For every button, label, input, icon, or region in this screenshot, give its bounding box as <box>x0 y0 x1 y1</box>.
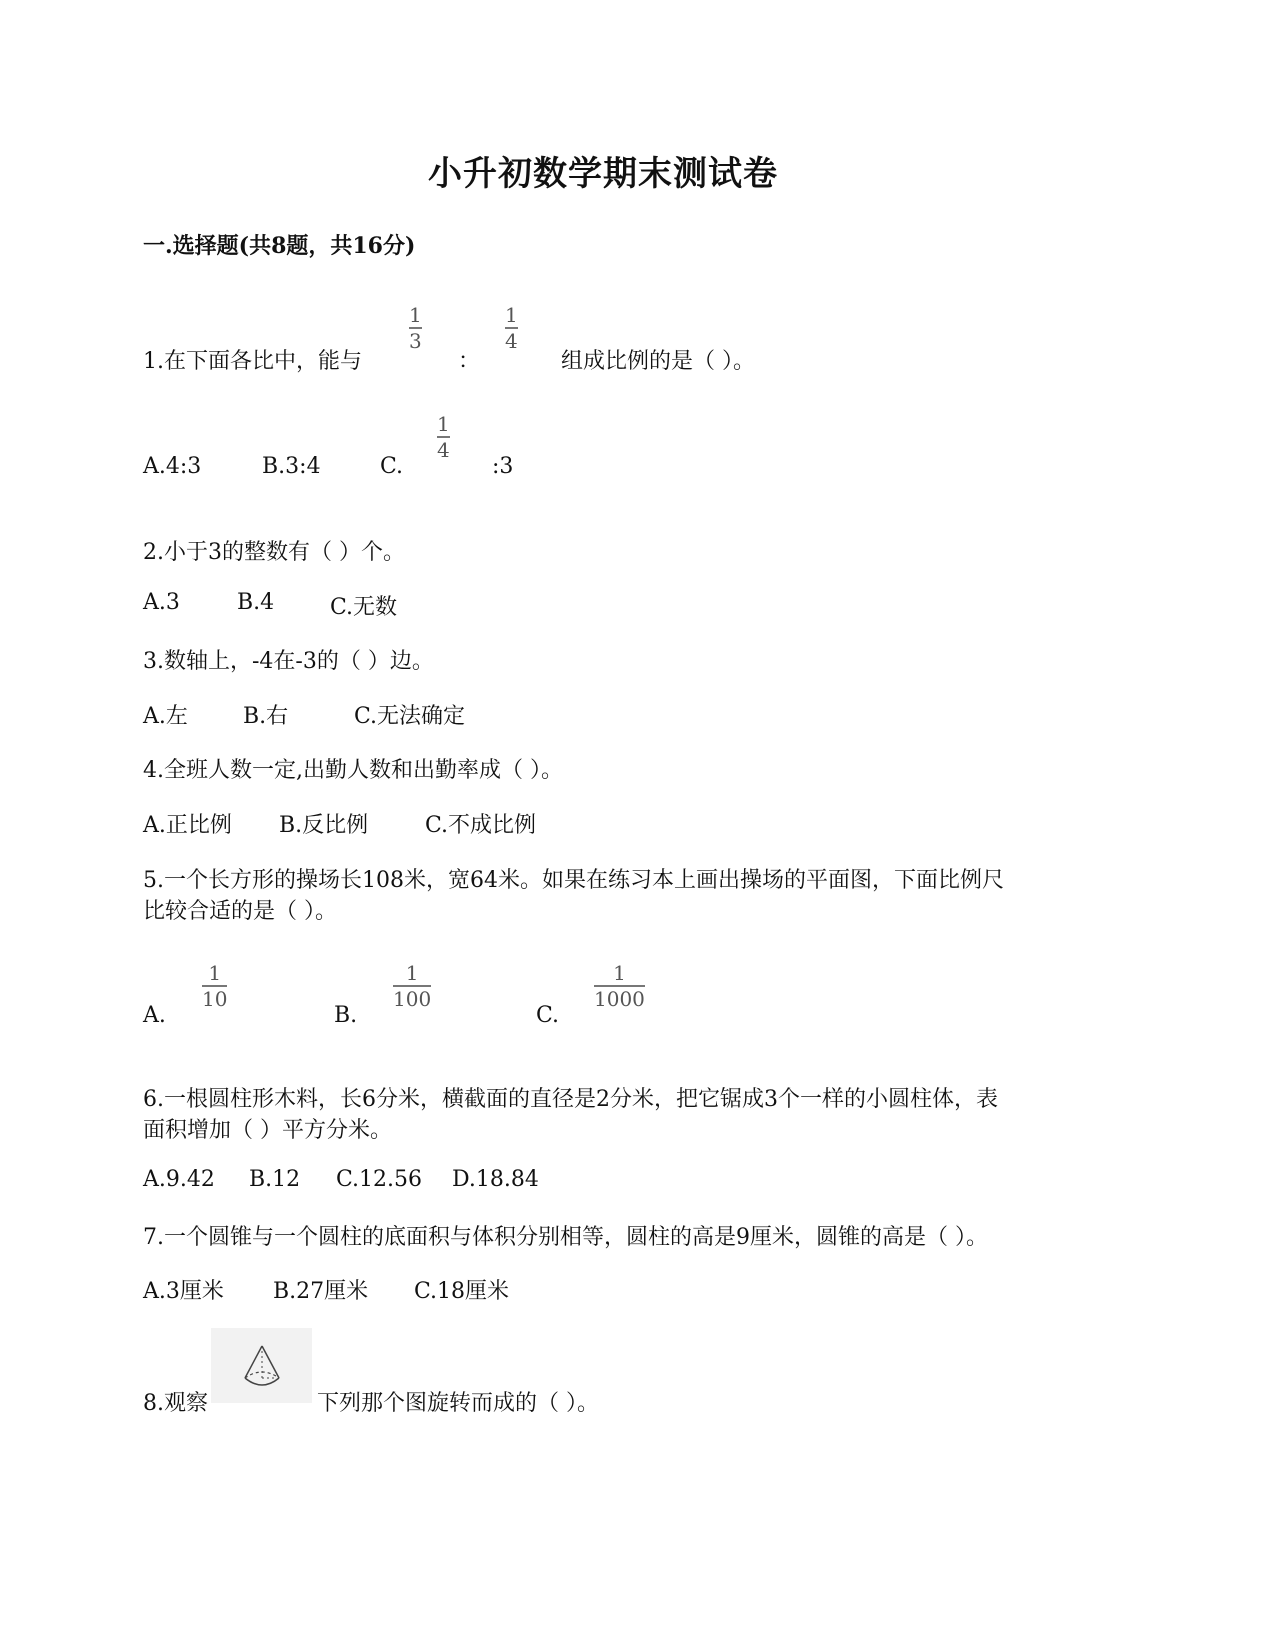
q1-fraction-one-third <box>409 304 422 352</box>
q1-option-c-prefix: C. <box>380 454 404 479</box>
fraction-denominator: 4 <box>437 437 450 462</box>
q1-fraction-one-fourth <box>505 304 518 352</box>
q5-option-c: C. <box>536 1003 560 1028</box>
q1-option-a: A.4:3 <box>143 454 202 479</box>
q6-stem-line-1: 6.一根圆柱形木料，长6分米，横截面的直径是2分米，把它锯成3个一样的小圆柱体，表 <box>143 1087 998 1112</box>
q4-stem: 4.全班人数一定,出勤人数和出勤率成（ ）。 <box>143 758 563 783</box>
q1-option-b: B.3:4 <box>262 454 321 479</box>
q6-option-d: D.18.84 <box>452 1167 539 1192</box>
q1-colon: ： <box>458 349 481 374</box>
q1-stem-end: 组成比例的是（ ）。 <box>561 349 755 374</box>
q4-option-b: B.反比例 <box>279 813 369 838</box>
q1-option-c-fraction <box>437 413 450 461</box>
q2-option-a: A.3 <box>143 590 180 615</box>
q8-stem-end: 下列那个图旋转而成的（ ）。 <box>317 1391 599 1416</box>
q7-option-b: B.27厘米 <box>273 1279 369 1304</box>
q7-option-c: C.18厘米 <box>414 1279 510 1304</box>
q6-option-a: A.9.42 <box>143 1167 215 1192</box>
q7-option-a: A.3厘米 <box>143 1279 224 1304</box>
q4-option-c: C.不成比例 <box>425 813 537 838</box>
fraction-numerator: 1 <box>613 961 626 985</box>
fraction-numerator: 1 <box>505 303 518 327</box>
q3-stem: 3.数轴上，-4在-3的（ ）边。 <box>143 649 434 674</box>
q2-option-c: C.无数 <box>330 595 398 620</box>
page-title: 小升初数学期末测试卷 <box>428 154 778 194</box>
cone-icon <box>232 1336 292 1396</box>
fraction-numerator: 1 <box>208 961 222 985</box>
q1-option-c-suffix: :3 <box>492 454 514 479</box>
fraction-numerator: 1 <box>405 961 419 985</box>
q5-stem-line-1: 5.一个长方形的操场长108米，宽64米。如果在练习本上画出操场的平面图，下面比例尺 <box>143 868 1004 893</box>
fraction-denominator: 4 <box>505 328 518 353</box>
q5-option-a: A. <box>143 1003 166 1028</box>
q3-option-c: C.无法确定 <box>354 704 466 729</box>
q6-option-b: B.12 <box>249 1167 301 1192</box>
fraction-denominator: 10 <box>202 986 228 1011</box>
cone-image <box>211 1328 312 1403</box>
q8-stem-start: 8.观察 <box>143 1391 208 1416</box>
q7-stem: 7.一个圆锥与一个圆柱的底面积与体积分别相等，圆柱的高是9厘米，圆锥的高是（ ）。 <box>143 1225 988 1250</box>
q5-option-a-fraction <box>202 962 227 1010</box>
q2-option-b: B.4 <box>237 590 275 615</box>
fraction-numerator: 1 <box>409 303 422 327</box>
q2-stem: 2.小于3的整数有（ ）个。 <box>143 540 405 565</box>
q5-option-b: B. <box>334 1003 358 1028</box>
q3-option-b: B.右 <box>243 704 289 729</box>
q1-stem-start: 1.在下面各比中，能与 <box>143 349 362 374</box>
q5-option-b-fraction <box>393 962 431 1010</box>
fraction-numerator: 1 <box>437 412 450 436</box>
q5-option-c-fraction <box>594 962 645 1010</box>
fraction-denominator: 100 <box>393 986 432 1011</box>
fraction-denominator: 3 <box>409 328 422 353</box>
fraction-denominator: 1000 <box>594 986 645 1011</box>
q6-option-c: C.12.56 <box>336 1167 423 1192</box>
q6-stem-line-2: 面积增加（ ）平方分米。 <box>143 1118 392 1143</box>
q5-stem-line-2: 比较合适的是（ ）。 <box>143 899 337 924</box>
section-heading: 一.选择题(共8题，共16分) <box>143 233 416 259</box>
q3-option-a: A.左 <box>143 704 188 729</box>
q4-option-a: A.正比例 <box>143 813 232 838</box>
